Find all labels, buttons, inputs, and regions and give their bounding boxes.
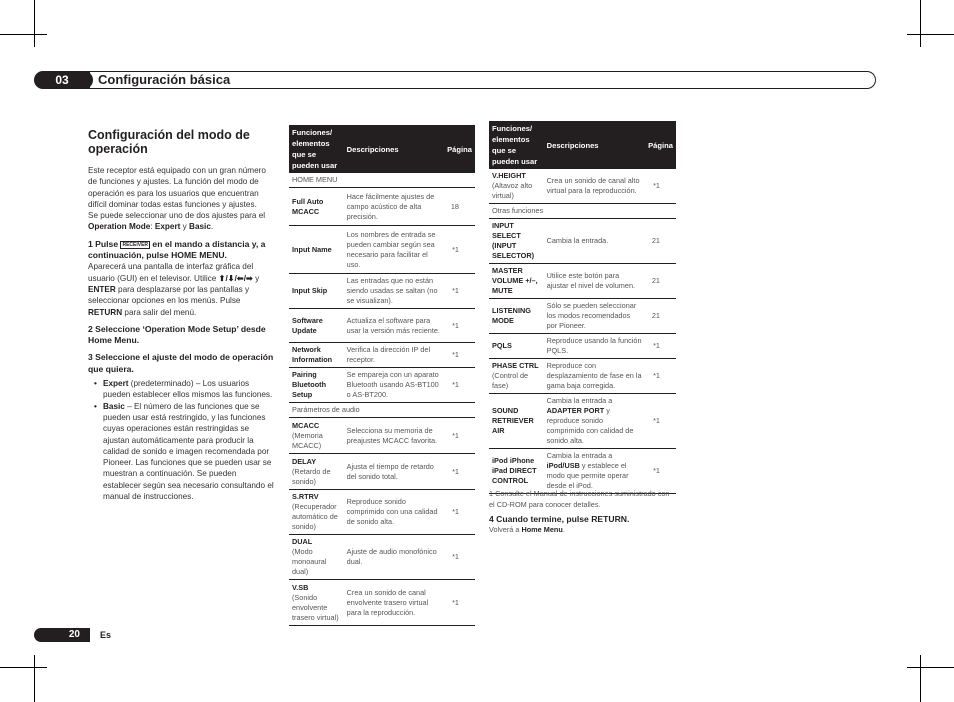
table-header-functions: Funciones/ elementos que se pueden usar <box>489 121 544 169</box>
table-row: SOUND RETRIEVER AIR Cambia la entrada a ADAPTER PORT y reproduce sonido comprimido con calidad de sonido alta. *1 <box>489 394 676 449</box>
page-number: 20 <box>34 628 90 642</box>
table-row: PHASE CTRL (Control de fase) Reproduce con desplazamiento de fase en la gama baja corregida. *1 <box>489 359 676 394</box>
step-2: 2 Seleccione ‘Operation Mode Setup’ desde Home Menu. <box>88 323 266 346</box>
table-row: iPod iPhone iPad DIRECT CONTROL Cambia la entrada a iPod/USB y establece el modo que permite operar desde el iPod. *1 <box>489 449 676 494</box>
step-1: 1 Pulse RECEIVER en el mando a distancia y, a continuación, pulse HOME MENU. <box>88 238 266 261</box>
crop-mark <box>907 667 954 668</box>
step-4: 4 Cuando termine, pulse RETURN. <box>489 514 630 524</box>
table-row: MASTER VOLUME +/–, MUTE Utilice este botón para ajustar el nivel de volumen. 21 <box>489 264 676 299</box>
table-row: INPUT SELECT (INPUT SELECTOR) Cambia la entrada. 21 <box>489 219 676 264</box>
chapter-number: 03 <box>34 71 90 89</box>
intro-paragraph: Este receptor está equipado con un gran número de funciones y ajustes. La función del modo de operación es para los usuarios que encuentran difícil dominar todas estas funciones y ajustes. <box>88 166 266 209</box>
language-code: Es <box>100 630 112 640</box>
table-row: S.RTRV (Recuperador automático de sonido) Reproduce sonido comprimido con una calidad de sonido alta. *1 <box>289 490 475 535</box>
table-header-descriptions: Descripciones <box>544 121 645 169</box>
table-header-descriptions: Descripciones <box>344 125 444 173</box>
footnote: 1 Consulte el Manual de instrucciones suministrado con el CD-ROM para conocer detalles. <box>489 489 670 509</box>
section-row-home-menu: HOME MENU <box>289 173 475 188</box>
intro-paragraph-2: Se puede seleccionar uno de dos ajustes para el Operation Mode: Expert y Basic. <box>88 211 266 232</box>
crop-mark <box>920 0 921 47</box>
table-row: PQLS Reproduce usando la función PQLS. *1 <box>489 334 676 359</box>
step-3: 3 Seleccione el ajuste del modo de operación que quiera. <box>88 352 274 374</box>
table-header-page: Página <box>444 125 475 173</box>
functions-table-1 <box>289 125 475 626</box>
receiver-button-icon: RECEIVER <box>122 241 149 248</box>
table-row: Network Information Verifica la dirección IP del receptor. *1 <box>289 343 475 368</box>
section-heading: Configuración del modo de operación <box>88 128 250 156</box>
table-row: LISTENING MODE Sólo se pueden seleccionar los modos recomendados por Pioneer. 21 <box>489 299 676 334</box>
left-column <box>88 128 276 502</box>
crop-mark <box>920 655 921 702</box>
section-row-other: Otras funciones <box>489 204 676 219</box>
table-row: Input Skip Las entradas que no están siendo usadas se saltan (no se visualizan). *1 <box>289 274 475 309</box>
functions-table-2 <box>489 121 676 494</box>
step-1-text: Aparecerá una pantalla de interfaz gráfica del usuario (GUI) en el televisor. Utilice ⬆/⬇/⬅/➡ y ENTER para desplazarse por las pantallas y seleccionar opciones en los menús. Pulse RETURN para salir del menú. <box>88 262 260 317</box>
table-header-page: Página <box>645 121 676 169</box>
step-4-text: Volverá a Home Menu. <box>489 525 565 534</box>
table-header-functions: Funciones/ elementos que se pueden usar <box>289 125 344 173</box>
crop-mark <box>907 34 954 35</box>
chapter-title: Configuración básica <box>98 72 231 87</box>
crop-mark <box>34 655 35 702</box>
bullet-basic: • Basic – El número de las funciones que se pueden usar está restringido, y las funciones cuyas operaciones están restringidas se ajustan automáticamente para producir la calidad de sonido e imagen recomendada por Pioneer. Las funciones que se pueden usar se muestran a continuación. Se pueden establecer según sea necesario consultando el manual de instrucciones. <box>94 401 274 502</box>
table-row: DELAY (Retardo de sonido) Ajusta el tiempo de retardo del sonido total. *1 <box>289 454 475 490</box>
table-row: Full Auto MCACC Hace fácilmente ajustes de campo acústico de alta precisión. 18 <box>289 188 475 226</box>
crop-mark <box>0 667 47 668</box>
table-row: Pairing Bluetooth Setup Se empareja con un aparato Bluetooth usando AS-BT100 o AS-BT200. *1 <box>289 368 475 403</box>
bullet-expert: • Expert (predeterminado) – Los usuarios pueden establecer ellos mismos las funciones. <box>94 379 273 400</box>
table-row: MCACC (Memoria MCACC) Selecciona su memoria de preajustes MCACC favorita. *1 <box>289 418 475 454</box>
table-row: Software Update Actualiza el software para usar la versión más reciente. *1 <box>289 309 475 343</box>
table-row: Input Name Los nombres de entrada se pueden cambiar según sea necesario para facilitar el uso. *1 <box>289 226 475 274</box>
table-row: V.SB (Sonido envolvente trasero virtual) Crea un sonido de canal envolvente trasero virtual para la reproducción. *1 <box>289 580 475 626</box>
table-row: DUAL (Modo monoaural dual) Ajuste de audio monofónico dual. *1 <box>289 535 475 580</box>
section-row-audio: Parámetros de audio <box>289 403 475 418</box>
crop-mark <box>0 34 47 35</box>
arrow-buttons-icon: ⬆/⬇/⬅/➡ <box>218 273 253 283</box>
crop-mark <box>34 0 35 47</box>
table-row: V.HEIGHT (Altavoz alto virtual) Crea un sonido de canal alto virtual para la reproducción. *1 <box>489 169 676 204</box>
